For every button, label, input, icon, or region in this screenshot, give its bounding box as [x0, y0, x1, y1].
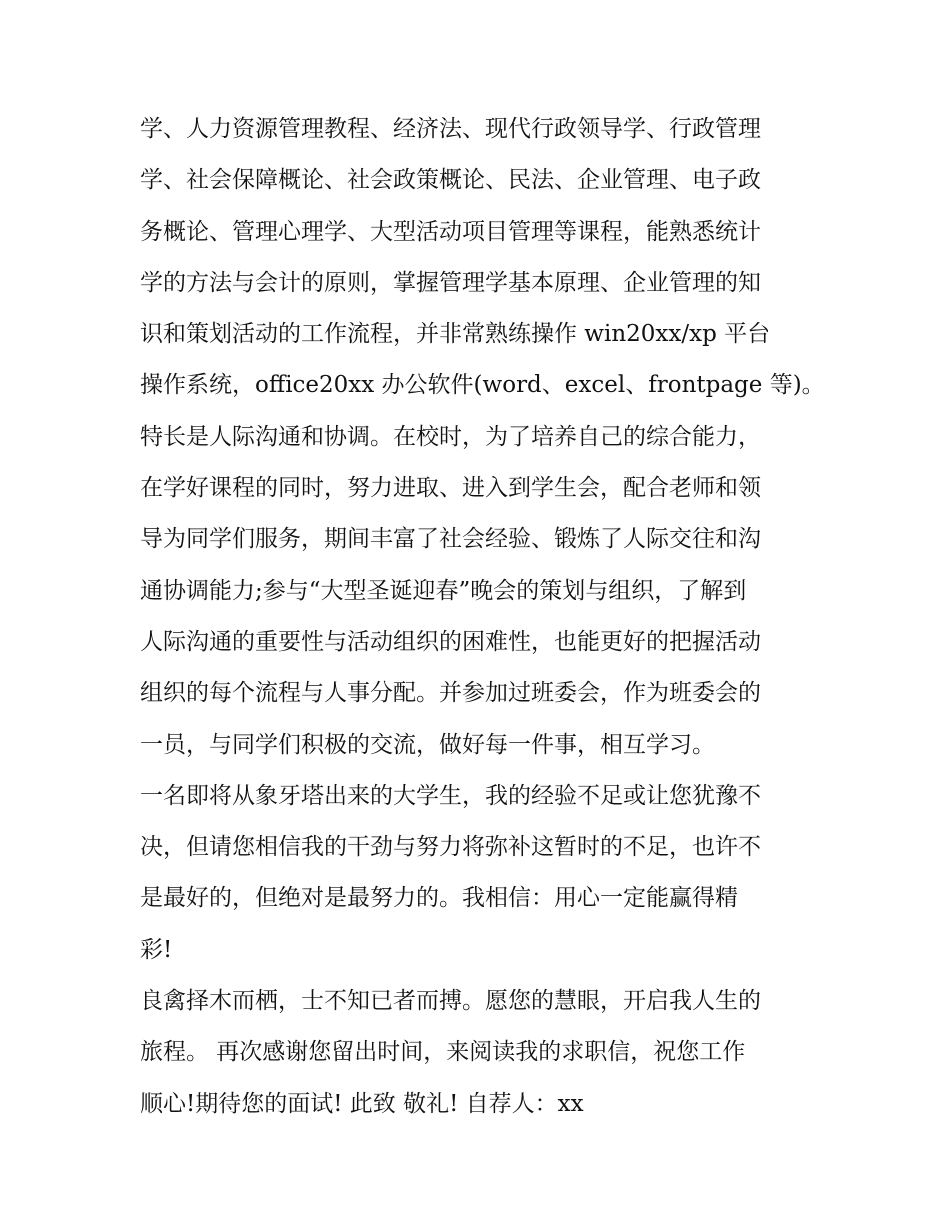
- text-line: 通协调能力;参与“大型圣诞迎春”晚会的策划与组织，了解到: [140, 577, 747, 604]
- text-line: 组织的每个流程与人事分配。并参加过班委会，作为班委会的: [140, 680, 761, 707]
- text-line: 学、社会保障概论、社会政策概论、民法、企业管理、电子政: [140, 167, 761, 194]
- text-line: 彩!: [140, 936, 173, 963]
- text-line: 人际沟通的重要性与活动组织的困难性，也能更好的把握活动: [140, 628, 761, 655]
- text-line: 学、人力资源管理教程、经济法、现代行政领导学、行政管理: [140, 116, 761, 142]
- text-line: 一员，与同学们积极的交流，做好每一件事，相互学习。: [140, 731, 715, 758]
- text-line: 在学好课程的同时，努力进取、进入到学生会，配合老师和领: [140, 475, 761, 502]
- signature-line: 顺心!期待您的面试! 此致 敬礼! 自荐人：xx: [140, 1090, 584, 1117]
- text-line: 一名即将从象牙塔出来的大学生，我的经验不足或让您犹豫不: [140, 782, 761, 809]
- text-line: 识和策划活动的工作流程，并非常熟练操作 win20xx/xp 平台: [140, 321, 771, 348]
- text-line: 决，但请您相信我的干劲与努力将弥补这暂时的不足，也许不: [140, 834, 761, 861]
- text-line: 特长是人际沟通和协调。在校时，为了培养自己的综合能力，: [140, 423, 761, 450]
- text-line: 导为同学们服务，期间丰富了社会经验、锻炼了人际交往和沟: [140, 526, 761, 553]
- letter-body: [140, 104, 825, 1130]
- text-line: 务概论、管理心理学、大型活动项目管理等课程，能熟悉统计: [140, 218, 761, 245]
- text-line: 学的方法与会计的原则，掌握管理学基本原理、企业管理的知: [140, 269, 761, 296]
- text-line: 良禽择木而栖，士不知已者而搏。愿您的慧眼，开启我人生的: [140, 988, 761, 1015]
- text-line: 旅程。 再次感谢您留出时间，来阅读我的求职信，祝您工作: [140, 1039, 746, 1066]
- text-line: 操作系统，office20xx 办公软件(word、excel、frontpage 等)。: [140, 372, 825, 399]
- text-line: 是最好的，但绝对是最努力的。我相信：用心一定能赢得精: [140, 885, 738, 912]
